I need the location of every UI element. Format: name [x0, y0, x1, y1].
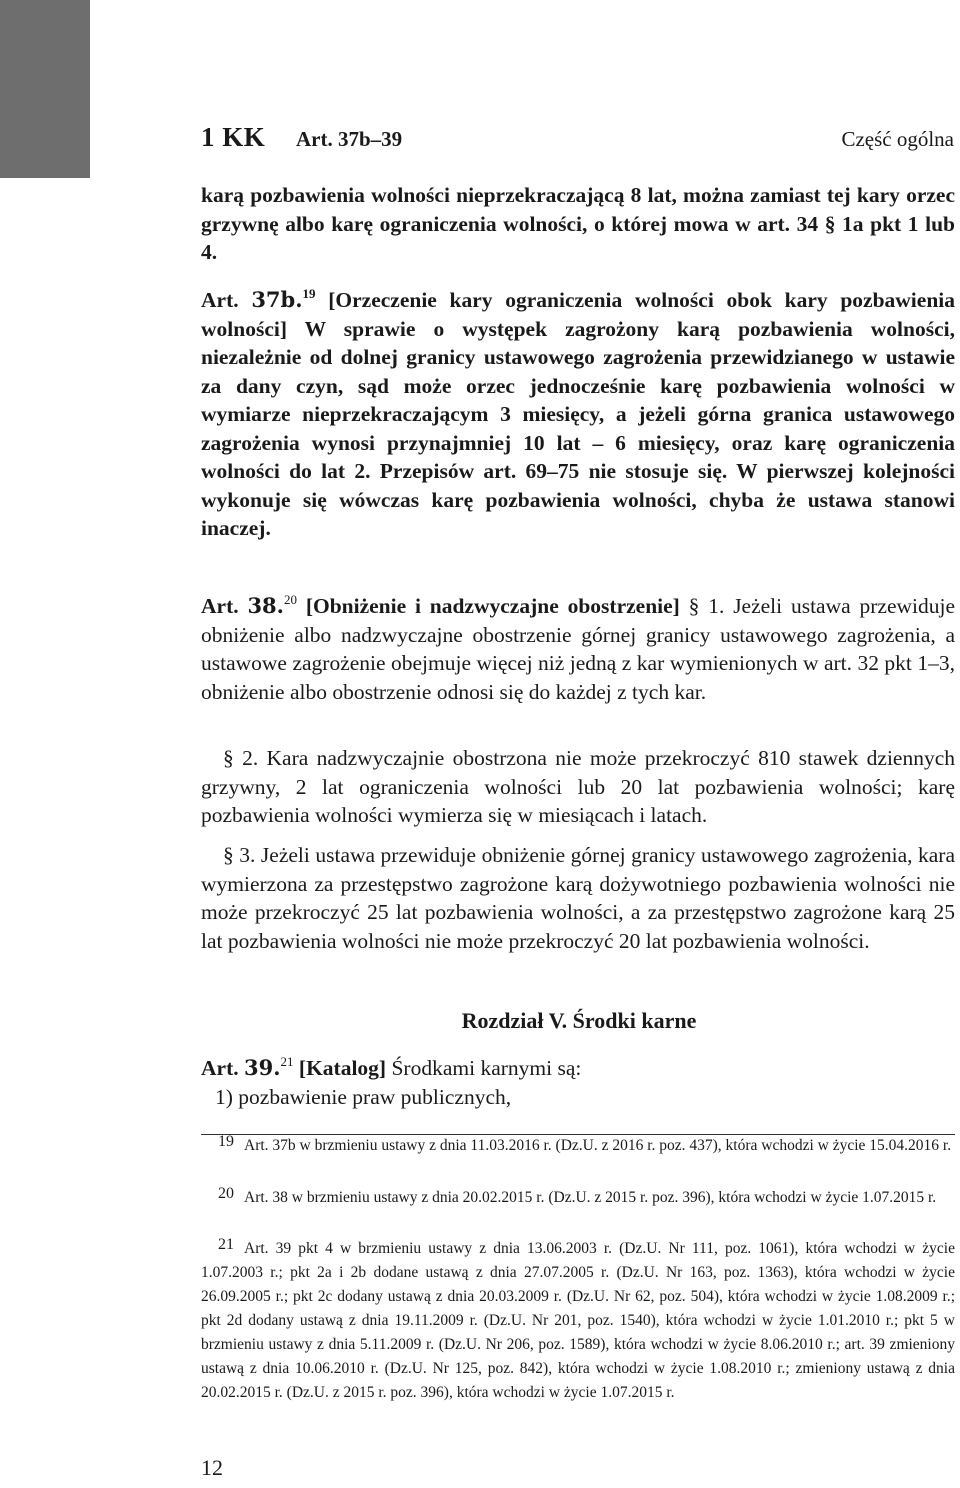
header-part: Część ogólna [841, 127, 954, 151]
article-39 [201, 1054, 955, 1083]
continued-text: karą pozbawienia wolności nieprzekraczającą 8 lat, można zamiast tej kary orzec grzywnę albo karę ograniczenia wolności, o której mowa w art. 34 § 1a pkt 1 lub 4. [201, 183, 955, 264]
header-article-range: Art. 37b–39 [296, 127, 403, 151]
footnote-text: Art. 38 w brzmieniu ustawy z dnia 20.02.2015 r. (Dz.U. z 2015 r. poz. 396), która wchodzi w życie 1.07.2015 r. [244, 1189, 937, 1206]
page-edge-tab [0, 0, 90, 178]
article-38 [201, 592, 955, 706]
art-38-title: [Obniżenie i nadzwyczajne obostrzenie] [305, 594, 680, 618]
article-38-section-3 [201, 841, 955, 955]
footnote-ref-21: 21 [280, 1054, 294, 1069]
art-39-text: Środkami karnymi są: [391, 1056, 582, 1080]
art-38-p3-label: § 3. [223, 843, 256, 867]
art-38-p2-text: Kara nadzwyczajnie obostrzona nie może przekroczyć 810 stawek dziennych grzywny, 2 lat ograniczenia wolności lub 20 lat pozbawienia wolności; karę pozbawienia wolności wymierza się w miesiącach i latach. [201, 746, 955, 827]
running-header [201, 122, 954, 162]
art-38-p3-text: Jeżeli ustawa przewiduje obniżenie górnej granicy ustawowego zagrożenia, kara wymierzona za przestępstwo zagrożone karą dożywotniego pozbawienia wolności nie może przekroczyć 25 lat pozbawienia wolności, a za przestępstwo zagrożone karą 25 lat pozbawienia wolności nie może przekroczyć 20 lat pozbawienia wolności. [201, 843, 956, 953]
article-37b [201, 286, 955, 543]
footnote-ref-19: 19 [302, 286, 316, 301]
footnote-ref-20: 20 [283, 592, 297, 607]
art-37b-prefix: Art. [201, 288, 239, 312]
art-39-prefix: Art. [201, 1056, 239, 1080]
footnote-number: 19 [218, 1133, 234, 1150]
footnote-text: Art. 37b w brzmieniu ustawy z dnia 11.03.2016 r. (Dz.U. z 2016 r. poz. 437), która wchodzi w życie 15.04.2016 r. [244, 1137, 952, 1154]
art-38-p1-label: § 1. [688, 594, 725, 618]
article-38-section-2 [201, 744, 955, 830]
art-37b-text: W sprawie o występek zagrożony karą pozbawienia wolności, niezależnie od dolnej granicy ustawowego zagrożenia przewidzianego w ustawie za dany czyn, sąd może orzec jednocześnie karę pozbawienia wolności w wymiarze nieprzekraczającym 3 miesięcy, a jeżeli górna granica ustawowego zagrożenia wynosi przynajmniej 10 lat – 6 miesięcy, oraz karę ograniczenia wolności do lat 2. Przepisów art. 69–75 nie stosuje się. W pierwszej kolejności wykonuje się wówczas karę pozbawienia wolności, chyba że ustawa stanowi inaczej. [201, 316, 955, 540]
footnote-number: 21 [218, 1236, 234, 1253]
footnote-19 [201, 1134, 951, 1158]
footnote-number: 20 [218, 1185, 234, 1202]
list-item: 1) pozbawienie praw publicznych, [215, 1085, 512, 1109]
art-37b-title: [Orzeczenie kary ograniczenia wolności obok kary pozbawienia wolności] [201, 288, 955, 341]
continued-paragraph [201, 181, 955, 267]
art-38-prefix: Art. [201, 594, 239, 618]
art-37b-number: 37b. [251, 287, 303, 312]
chapter-title: Rozdział V. Środki karne [461, 1008, 697, 1033]
art-39-title: [Katalog] [298, 1056, 387, 1080]
art-38-p2-label: § 2. [223, 746, 259, 770]
art-38-number: 38. [247, 593, 284, 618]
footnote-21 [201, 1237, 955, 1405]
art-39-number: 39. [243, 1055, 281, 1080]
art-38-p1-text: Jeżeli ustawa przewiduje obniżenie albo nadzwyczajne obostrzenie górnej granicy ustawowego zagrożenia, a ustawowe zagrożenie obejmuje więcej niż jedną z kar wymienionych w art. 32 pkt 1–3, obniżenie albo obostrzenie odnosi się do każdej z tych kar. [201, 594, 955, 704]
header-code: 1 KK [201, 122, 266, 152]
page-number: 12 [201, 1455, 223, 1480]
footnote-20 [201, 1186, 936, 1210]
footnote-text: Art. 39 pkt 4 w brzmieniu ustawy z dnia 13.06.2003 r. (Dz.U. Nr 111, poz. 1061), która wchodzi w życie 1.07.2003 r.; pkt 2a i 2b dodane ustawą z dnia 27.07.2005 r. (Dz.U. Nr 163, poz. 1363), która wchodzi w życie 26.09.2005 r.; pkt 2c dodany ustawą z dnia 20.03.2009 r. (Dz.U. Nr 62, poz. 504), która wchodzi w życie 1.08.2009 r.; pkt 2d dodany ustawą z dnia 19.11.2009 r. (Dz.U. Nr 201, poz. 1540), która wchodzi w życie 1.01.2010 r.; pkt 5 w brzmieniu ustawy z dnia 5.11.2009 r. (Dz.U. Nr 206, poz. 1589), która wchodzi w życie 8.06.2010 r.; art. 39 zmieniony ustawą z dnia 10.06.2010 r. (Dz.U. Nr 125, poz. 842), która wchodzi w życie 1.08.2010 r.; zmieniony ustawą z dnia 20.02.2015 r. (Dz.U. z 2015 r. poz. 396), która wchodzi w życie 1.07.2015 r. [201, 1240, 955, 1401]
